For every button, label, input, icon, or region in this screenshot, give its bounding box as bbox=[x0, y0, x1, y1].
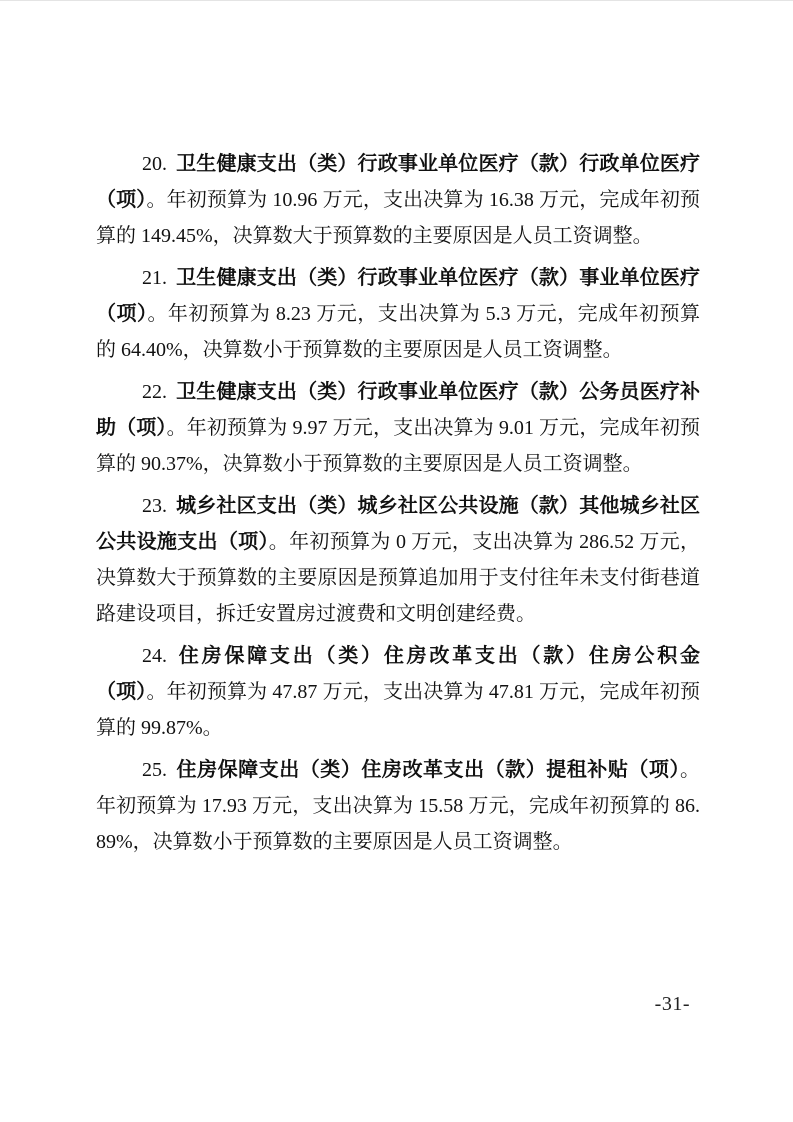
paragraph-21 bbox=[96, 260, 700, 368]
paragraph-24 bbox=[96, 638, 700, 746]
paragraph-25 bbox=[96, 752, 700, 860]
paragraph-body: 。年初预算为 9.97 万元，支出决算为 9.01 万元，完成年初预算的 90.37%，决算数小于预算数的主要原因是人员工资调整。 bbox=[96, 417, 701, 475]
paragraph-number: 23. bbox=[142, 495, 167, 517]
paragraph-heading: 卫生健康支出（类）行政事业单位医疗（款）事业单位医疗（项） bbox=[96, 267, 700, 325]
paragraph-number: 24. bbox=[142, 645, 167, 667]
paragraph-heading: 卫生健康支出（类）行政事业单位医疗（款）行政单位医疗（项） bbox=[96, 153, 700, 211]
paragraph-heading: 住房保障支出（类）住房改革支出（款）提租补贴（项） bbox=[176, 759, 680, 781]
paragraph-body: 。年初预算为 8.23 万元，支出决算为 5.3 万元，完成年初预算的 64.40%，决算数小于预算数的主要原因是人员工资调整。 bbox=[96, 303, 701, 361]
page-number: -31- bbox=[654, 993, 690, 1015]
paragraph-22 bbox=[96, 374, 700, 482]
paragraph-heading: 卫生健康支出（类）行政事业单位医疗（款）公务员医疗补助（项） bbox=[96, 381, 700, 439]
paragraph-number: 21. bbox=[142, 267, 167, 289]
paragraph-23 bbox=[96, 488, 700, 632]
paragraph-20 bbox=[96, 146, 700, 254]
paragraph-heading: 城乡社区支出（类）城乡社区公共设施（款）其他城乡社区公共设施支出（项） bbox=[96, 495, 700, 553]
paragraph-body: 。年初预算为 17.93 万元，支出决算为 15.58 万元，完成年初预算的 86.89%，决算数小于预算数的主要原因是人员工资调整。 bbox=[96, 759, 700, 853]
paragraph-number: 22. bbox=[142, 381, 167, 403]
document-body bbox=[96, 146, 700, 866]
paragraph-body: 。年初预算为 47.87 万元，支出决算为 47.81 万元，完成年初预算的 99.87%。 bbox=[96, 681, 701, 739]
paragraph-number: 20. bbox=[142, 153, 167, 175]
paragraph-body: 。年初预算为 10.96 万元，支出决算为 16.38 万元，完成年初预算的 149.45%，决算数大于预算数的主要原因是人员工资调整。 bbox=[96, 189, 701, 247]
paragraph-body: 。年初预算为 0 万元，支出决算为 286.52 万元，决算数大于预算数的主要原因是预算追加用于支付往年未支付街巷道路建设项目，拆迁安置房过渡费和文明创建经费。 bbox=[96, 531, 701, 625]
paragraph-heading: 住房保障支出（类）住房改革支出（款）住房公积金（项） bbox=[96, 645, 700, 703]
paragraph-number: 25. bbox=[142, 759, 167, 781]
